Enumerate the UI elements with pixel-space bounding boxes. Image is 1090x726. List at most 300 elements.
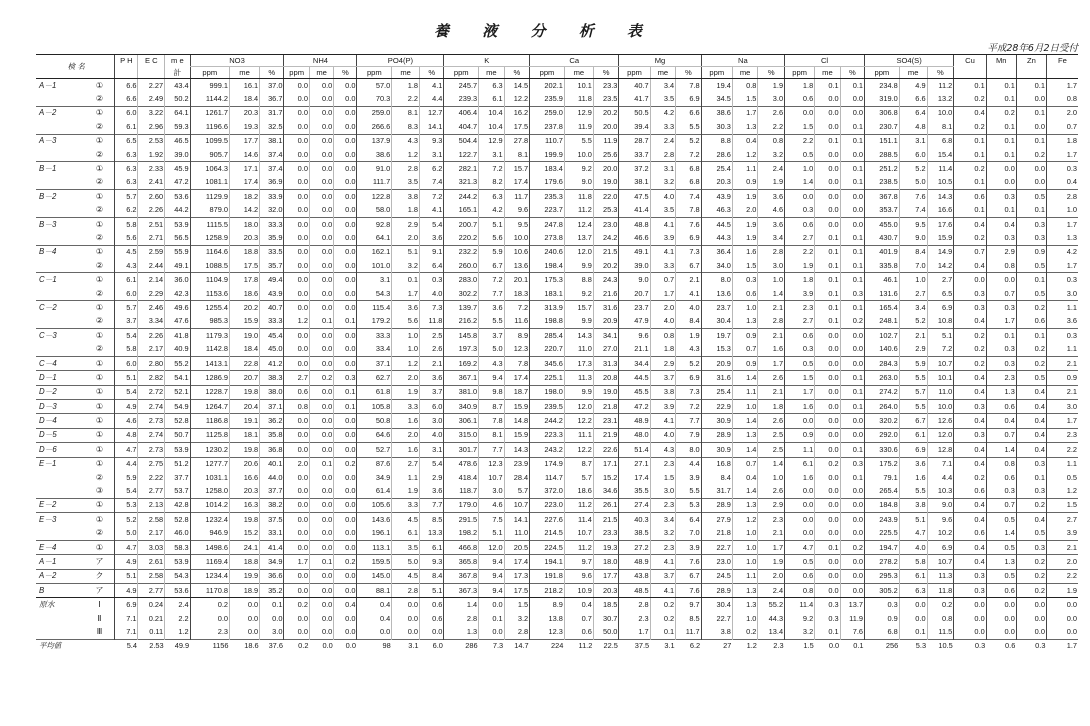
unit-po4-ppm: ppm bbox=[357, 67, 392, 79]
cell-value: 5.7 bbox=[115, 301, 138, 315]
cell-value: 0.0 bbox=[840, 356, 864, 370]
cell-value: 1.9 bbox=[732, 231, 757, 245]
cell-value: 0.4 bbox=[357, 612, 392, 625]
cell-value: 1.6 bbox=[785, 471, 815, 484]
cell-value: 12.7 bbox=[420, 106, 444, 120]
cell-value: 0.0 bbox=[229, 625, 259, 639]
cell-value: 0.3 bbox=[840, 457, 864, 471]
cell-value: 7.2 bbox=[676, 148, 702, 162]
cell-value: 0.0 bbox=[309, 513, 333, 527]
sample-mark: ① bbox=[85, 428, 115, 442]
cell-value: 4.6 bbox=[758, 204, 785, 218]
cell-value: 1.8 bbox=[758, 399, 785, 413]
cell-value: 21.8 bbox=[593, 399, 619, 413]
cell-value: 8.0 bbox=[676, 443, 702, 457]
cell-value: 2.0 bbox=[1046, 106, 1078, 120]
cell-value: 17.4 bbox=[504, 371, 530, 385]
cell-value: 3.8 bbox=[701, 625, 732, 639]
cell-value: 3.2 bbox=[650, 176, 675, 190]
cell-value: 4.5 bbox=[392, 513, 420, 527]
cell-value: 1099.5 bbox=[190, 134, 229, 148]
cell-value: 10.4 bbox=[479, 106, 504, 120]
sample-mark: ③ bbox=[95, 486, 104, 496]
average-value: 10.5 bbox=[927, 639, 954, 653]
cell-value: 2.8 bbox=[650, 148, 675, 162]
cell-value: 0.1 bbox=[986, 204, 1016, 218]
cell-value: 0.0 bbox=[954, 273, 986, 287]
cell-value: 4.9 bbox=[115, 584, 138, 598]
cell-value: 0.1 bbox=[479, 612, 504, 625]
cell-value: 18.4 bbox=[229, 342, 259, 356]
cell-value: 225.1 bbox=[530, 371, 565, 385]
cell-value: 0.0 bbox=[1046, 612, 1078, 625]
cell-value: 7.8 bbox=[676, 204, 702, 218]
cell-value: 6.1 bbox=[420, 540, 444, 554]
cell-value: 21.6 bbox=[593, 287, 619, 301]
header-po4: PO4(P) bbox=[357, 55, 444, 67]
cell-value: 0.0 bbox=[334, 287, 357, 301]
cell-value: 2.0 bbox=[650, 301, 675, 315]
cell-value: 0.0 bbox=[840, 342, 864, 356]
cell-value: 0.5 bbox=[986, 540, 1016, 554]
cell-value: 44.3 bbox=[758, 612, 785, 625]
cell-value: 19.1 bbox=[229, 414, 259, 428]
cell-value: 247.8 bbox=[530, 217, 565, 231]
cell-value: 1169.4 bbox=[190, 555, 229, 569]
sample-mark: ② bbox=[95, 149, 104, 159]
cell-value: 4.1 bbox=[650, 217, 675, 231]
cell-value: 20.1 bbox=[504, 273, 530, 287]
cell-value: 8.8 bbox=[564, 273, 593, 287]
cell-value: 3.3 bbox=[392, 498, 420, 512]
cell-value: 1.9 bbox=[392, 484, 420, 498]
cell-value: 0.0 bbox=[840, 148, 864, 162]
cell-value: 18.1 bbox=[229, 428, 259, 442]
cell-value: 4.2 bbox=[479, 204, 504, 218]
cell-value: 3.6 bbox=[420, 484, 444, 498]
average-value: 18.6 bbox=[229, 639, 259, 653]
cell-value: 2.1 bbox=[1046, 385, 1078, 399]
sample-name bbox=[36, 92, 85, 106]
cell-value: 11.8 bbox=[927, 584, 954, 598]
cell-value: 1.2 bbox=[392, 356, 420, 370]
cell-value: 0.1 bbox=[986, 92, 1016, 106]
unit-ca-ppm: ppm bbox=[530, 67, 565, 79]
cell-value: 0.0 bbox=[334, 569, 357, 583]
cell-value: 0.3 bbox=[1016, 231, 1046, 245]
cell-value: 292.0 bbox=[865, 428, 900, 442]
cell-value: 137.9 bbox=[357, 134, 392, 148]
cell-value: 0.1 bbox=[840, 301, 864, 315]
cell-value: 1088.5 bbox=[190, 259, 229, 273]
cell-value: 4.7 bbox=[899, 527, 927, 541]
cell-value: 0.1 bbox=[260, 598, 284, 612]
cell-value: 0.1 bbox=[840, 371, 864, 385]
cell-value: 6.4 bbox=[676, 513, 702, 527]
cell-value: 6.7 bbox=[676, 259, 702, 273]
cell-value: 4.0 bbox=[420, 287, 444, 301]
cell-value: 234.8 bbox=[865, 79, 900, 93]
table-row bbox=[36, 584, 1078, 598]
cell-value: 3.9 bbox=[676, 471, 702, 484]
cell-value: 2.2 bbox=[785, 134, 815, 148]
cell-value: 0.0 bbox=[334, 428, 357, 442]
sample-mark: ① bbox=[85, 134, 115, 148]
cell-value: 223.0 bbox=[530, 498, 565, 512]
cell-value: 0.0 bbox=[284, 148, 309, 162]
cell-value: 64.1 bbox=[357, 231, 392, 245]
cell-value: 10.0 bbox=[927, 106, 954, 120]
cell-value: 0.4 bbox=[1016, 428, 1046, 442]
cell-value: 0.0 bbox=[334, 498, 357, 512]
cell-value: 15.9 bbox=[504, 428, 530, 442]
cell-value: 5.9 bbox=[899, 356, 927, 370]
cell-value: 223.7 bbox=[530, 204, 565, 218]
cell-value: 1.0 bbox=[758, 471, 785, 484]
cell-value: 11.2 bbox=[927, 79, 954, 93]
cell-value: 114.7 bbox=[530, 471, 565, 484]
cell-value: 17.3 bbox=[564, 356, 593, 370]
cell-value: 0.21 bbox=[138, 612, 165, 625]
cell-value: 9.6 bbox=[504, 204, 530, 218]
cell-value: 224.5 bbox=[530, 540, 565, 554]
cell-value: 0.6 bbox=[986, 471, 1016, 484]
cell-value: 0.3 bbox=[954, 287, 986, 301]
cell-value: 10.7 bbox=[927, 555, 954, 569]
cell-value: 1164.6 bbox=[190, 245, 229, 259]
cell-value: 18.5 bbox=[593, 598, 619, 612]
cell-value: 6.0 bbox=[115, 106, 138, 120]
cell-value: 3.0 bbox=[260, 625, 284, 639]
cell-value: 1104.9 bbox=[190, 273, 229, 287]
cell-value: 0.0 bbox=[785, 527, 815, 541]
cell-value: 110.7 bbox=[530, 134, 565, 148]
cell-value: 162.1 bbox=[357, 245, 392, 259]
average-value: 0.0 bbox=[334, 639, 357, 653]
cell-value: 11.5 bbox=[927, 625, 954, 639]
cell-value: 39.4 bbox=[619, 120, 650, 134]
cell-value: 49.4 bbox=[260, 273, 284, 287]
cell-value: 18.8 bbox=[229, 555, 259, 569]
cell-value: 0.0 bbox=[785, 513, 815, 527]
cell-value: 6.5 bbox=[927, 287, 954, 301]
cell-value: 0.0 bbox=[1016, 625, 1046, 639]
cell-value: 0.5 bbox=[986, 569, 1016, 583]
cell-value: 2.9 bbox=[392, 217, 420, 231]
cell-value: 0.3 bbox=[1016, 484, 1046, 498]
cell-value: 0.0 bbox=[840, 190, 864, 204]
cell-value: 8.8 bbox=[701, 134, 732, 148]
cell-value: 1064.3 bbox=[190, 162, 229, 176]
cell-value: 23.0 bbox=[701, 555, 732, 569]
cell-value: 0.5 bbox=[1016, 287, 1046, 301]
cell-value: 0.6 bbox=[420, 612, 444, 625]
cell-value: 7.0 bbox=[676, 527, 702, 541]
cell-value: 0.0 bbox=[309, 414, 333, 428]
cell-value: 2.4 bbox=[758, 162, 785, 176]
cell-value: 11.9 bbox=[564, 120, 593, 134]
average-value: 256 bbox=[865, 639, 900, 653]
cell-value: 0.1 bbox=[334, 385, 357, 399]
cell-value: 218.2 bbox=[530, 584, 565, 598]
cell-value: 3.22 bbox=[138, 106, 165, 120]
cell-value: 7.4 bbox=[899, 204, 927, 218]
cell-value: 9.9 bbox=[564, 315, 593, 329]
cell-value: 45.9 bbox=[165, 162, 190, 176]
cell-value: 0.0 bbox=[334, 259, 357, 273]
cell-value: 22.7 bbox=[701, 540, 732, 554]
sample-mark: ② bbox=[95, 316, 104, 326]
cell-value: 1.8 bbox=[392, 204, 420, 218]
cell-value: 1.5 bbox=[650, 471, 675, 484]
sample-name: D－1 bbox=[36, 371, 85, 385]
cell-value: 5.2 bbox=[115, 513, 138, 527]
cell-value: 11.4 bbox=[564, 513, 593, 527]
cell-value: 4.4 bbox=[115, 457, 138, 471]
sample-mark: ① bbox=[85, 414, 115, 428]
cell-value: 0.0 bbox=[284, 428, 309, 442]
cell-value: 34.9 bbox=[357, 471, 392, 484]
cell-value: 10.2 bbox=[927, 527, 954, 541]
cell-value: 20.0 bbox=[593, 120, 619, 134]
cell-value: 0.0 bbox=[840, 513, 864, 527]
table-row bbox=[36, 540, 1078, 554]
cell-value: 13.4 bbox=[758, 625, 785, 639]
cell-value: 5.9 bbox=[115, 471, 138, 484]
cell-value: 0.0 bbox=[284, 342, 309, 356]
cell-value: 113.1 bbox=[357, 540, 392, 554]
cell-value: 39.0 bbox=[165, 148, 190, 162]
cell-value: 0.2 bbox=[650, 598, 675, 612]
cell-value: 3.3 bbox=[650, 259, 675, 273]
cell-value: 0.0 bbox=[334, 134, 357, 148]
cell-value: 243.9 bbox=[865, 513, 900, 527]
cell-value: 4.6 bbox=[479, 498, 504, 512]
cell-value: 87.6 bbox=[357, 457, 392, 471]
cell-value: 0.1 bbox=[815, 625, 840, 639]
cell-value: 46.6 bbox=[619, 231, 650, 245]
cell-value: 0.1 bbox=[815, 231, 840, 245]
cell-value: 0.0 bbox=[840, 204, 864, 218]
cell-value: 11.4 bbox=[785, 598, 815, 612]
cell-value: 45.4 bbox=[260, 329, 284, 343]
cell-value: 282.1 bbox=[444, 162, 479, 176]
cell-value: 0.5 bbox=[1016, 527, 1046, 541]
cell-value: 6.7 bbox=[479, 259, 504, 273]
cell-value: 0.0 bbox=[815, 106, 840, 120]
cell-value: 64.1 bbox=[165, 106, 190, 120]
cell-value: 53.6 bbox=[165, 584, 190, 598]
cell-value: 5.5 bbox=[899, 484, 927, 498]
cell-value: 2.17 bbox=[138, 527, 165, 541]
cell-value: 169.2 bbox=[444, 356, 479, 370]
cell-value: 52.8 bbox=[165, 513, 190, 527]
cell-value: 8.9 bbox=[504, 329, 530, 343]
table-row bbox=[36, 79, 1078, 93]
unit-na-me: me bbox=[732, 67, 757, 79]
cell-value: 16.3 bbox=[229, 498, 259, 512]
header-k: K bbox=[444, 55, 530, 67]
cell-value: 2.26 bbox=[138, 329, 165, 343]
cell-value: 0.1 bbox=[840, 231, 864, 245]
cell-value: 46.3 bbox=[701, 204, 732, 218]
cell-value: 23.7 bbox=[701, 301, 732, 315]
cell-value: 0.1 bbox=[840, 176, 864, 190]
cell-value: 18.9 bbox=[229, 584, 259, 598]
table-row bbox=[36, 625, 1078, 639]
cell-value: 2.8 bbox=[444, 612, 479, 625]
cell-value: 0.24 bbox=[138, 598, 165, 612]
cell-value: 1.4 bbox=[785, 176, 815, 190]
sample-mark: ② bbox=[95, 177, 104, 187]
cell-value: 0.3 bbox=[954, 301, 986, 315]
cell-value: 340.9 bbox=[444, 399, 479, 413]
cell-value: 0.1 bbox=[986, 79, 1016, 93]
cell-value: 10.7 bbox=[504, 498, 530, 512]
cell-value: 0.0 bbox=[309, 540, 333, 554]
cell-value: 175.2 bbox=[865, 457, 900, 471]
sample-name bbox=[36, 527, 85, 541]
cell-value: 15.2 bbox=[229, 527, 259, 541]
sample-name bbox=[36, 176, 85, 190]
cell-value: 244.2 bbox=[530, 414, 565, 428]
table-row bbox=[36, 385, 1078, 399]
cell-value: 0.0 bbox=[334, 513, 357, 527]
cell-value: 1186.8 bbox=[190, 414, 229, 428]
cell-value: 79.1 bbox=[865, 471, 900, 484]
cell-value: 3.7 bbox=[479, 329, 504, 343]
cell-value: 0.0 bbox=[309, 162, 333, 176]
average-value: 224 bbox=[530, 639, 565, 653]
cell-value: 345.6 bbox=[530, 356, 565, 370]
table-row bbox=[36, 329, 1078, 343]
cell-value: 2.8 bbox=[504, 625, 530, 639]
cell-value: 0.4 bbox=[1016, 513, 1046, 527]
cell-value: 0.0 bbox=[334, 484, 357, 498]
cell-value: 0.1 bbox=[309, 555, 333, 569]
cell-value: 24.3 bbox=[593, 273, 619, 287]
cell-value: 20.3 bbox=[593, 584, 619, 598]
cell-value: 0.2 bbox=[1016, 569, 1046, 583]
cell-value: 12.3 bbox=[479, 457, 504, 471]
cell-value: 1115.5 bbox=[190, 217, 229, 231]
cell-value: 145.0 bbox=[357, 569, 392, 583]
cell-value: 0.0 bbox=[815, 371, 840, 385]
sample-mark: ② bbox=[95, 260, 104, 270]
cell-value: 6.3 bbox=[115, 148, 138, 162]
cell-value: 0.2 bbox=[954, 471, 986, 484]
cell-value: 51.4 bbox=[619, 443, 650, 457]
cell-value: 0.0 bbox=[334, 190, 357, 204]
cell-value: 0.0 bbox=[284, 204, 309, 218]
cell-value: 15.7 bbox=[564, 301, 593, 315]
cell-value: 3.1 bbox=[420, 443, 444, 457]
cell-value: 259.0 bbox=[530, 106, 565, 120]
cell-value: 0.6 bbox=[954, 484, 986, 498]
cell-value: 5.5 bbox=[899, 399, 927, 413]
cell-value: 2.1 bbox=[676, 273, 702, 287]
cell-value: 6.9 bbox=[676, 231, 702, 245]
cell-value: 0.0 bbox=[1046, 625, 1078, 639]
cell-value: 0.5 bbox=[1016, 190, 1046, 204]
cell-value: 7.7 bbox=[479, 287, 504, 301]
cell-value: 20.8 bbox=[593, 371, 619, 385]
sample-name: D－3 bbox=[36, 399, 85, 413]
cell-value: 3.9 bbox=[1046, 527, 1078, 541]
cell-value: 20.3 bbox=[229, 106, 259, 120]
cell-value: 6.8 bbox=[676, 176, 702, 190]
cell-value: 0.7 bbox=[954, 245, 986, 259]
cell-value: 0.9 bbox=[1046, 371, 1078, 385]
cell-value: 5.1 bbox=[115, 371, 138, 385]
cell-value: 238.5 bbox=[865, 176, 900, 190]
unit-so4-me: me bbox=[899, 67, 927, 79]
cell-value: 24.1 bbox=[229, 540, 259, 554]
cell-value: 31.3 bbox=[593, 356, 619, 370]
sample-mark: ① bbox=[85, 457, 115, 471]
cell-value: 0.1 bbox=[840, 259, 864, 273]
cell-value: 0.3 bbox=[815, 612, 840, 625]
cell-value: 0.2 bbox=[1016, 555, 1046, 569]
cell-value: 40.1 bbox=[260, 457, 284, 471]
cell-value: 0.0 bbox=[392, 598, 420, 612]
cell-value: 4.5 bbox=[115, 245, 138, 259]
cell-value: 0.4 bbox=[954, 498, 986, 512]
cell-value: 0.0 bbox=[334, 612, 357, 625]
cell-value: 5.4 bbox=[115, 484, 138, 498]
cell-value: 5.1 bbox=[899, 513, 927, 527]
cell-value: 313.9 bbox=[530, 301, 565, 315]
cell-value: 2.8 bbox=[758, 315, 785, 329]
cell-value: 0.0 bbox=[815, 342, 840, 356]
cell-value: 263.0 bbox=[865, 371, 900, 385]
cell-value: 0.6 bbox=[732, 287, 757, 301]
cell-value: 165.4 bbox=[865, 301, 900, 315]
cell-value: 0.1 bbox=[986, 329, 1016, 343]
cell-value: 220.7 bbox=[530, 342, 565, 356]
cell-value: 11.8 bbox=[420, 315, 444, 329]
cell-value: 0.1 bbox=[815, 79, 840, 93]
cell-value: 2.1 bbox=[758, 385, 785, 399]
cell-value: 19.8 bbox=[229, 385, 259, 399]
cell-value: 1.2 bbox=[732, 513, 757, 527]
cell-value: 3.1 bbox=[357, 273, 392, 287]
cell-value: 18.6 bbox=[564, 484, 593, 498]
unit-so4-percent: % bbox=[927, 67, 954, 79]
cell-value: 1.5 bbox=[732, 92, 757, 106]
cell-value: 9.6 bbox=[927, 513, 954, 527]
cell-value: 0.0 bbox=[815, 471, 840, 484]
cell-value: 0.1 bbox=[334, 399, 357, 413]
cell-value: 0.0 bbox=[840, 414, 864, 428]
cell-value: 3.6 bbox=[899, 457, 927, 471]
cell-value: 0.0 bbox=[1046, 598, 1078, 612]
cell-value: 2.2 bbox=[785, 245, 815, 259]
cell-value: 3.6 bbox=[420, 371, 444, 385]
cell-value: 37.1 bbox=[357, 356, 392, 370]
cell-value: 0.0 bbox=[334, 540, 357, 554]
cell-value: 0.0 bbox=[309, 471, 333, 484]
cell-value: 0.2 bbox=[840, 540, 864, 554]
cell-value: 41.2 bbox=[260, 356, 284, 370]
cell-value: 0.6 bbox=[954, 527, 986, 541]
cell-value: 54.1 bbox=[165, 371, 190, 385]
cell-value: 5.7 bbox=[899, 385, 927, 399]
cell-value: 2.7 bbox=[284, 371, 309, 385]
cell-value: 9.1 bbox=[420, 245, 444, 259]
sample-mark: ① bbox=[85, 162, 115, 176]
cell-value: 2.73 bbox=[138, 443, 165, 457]
